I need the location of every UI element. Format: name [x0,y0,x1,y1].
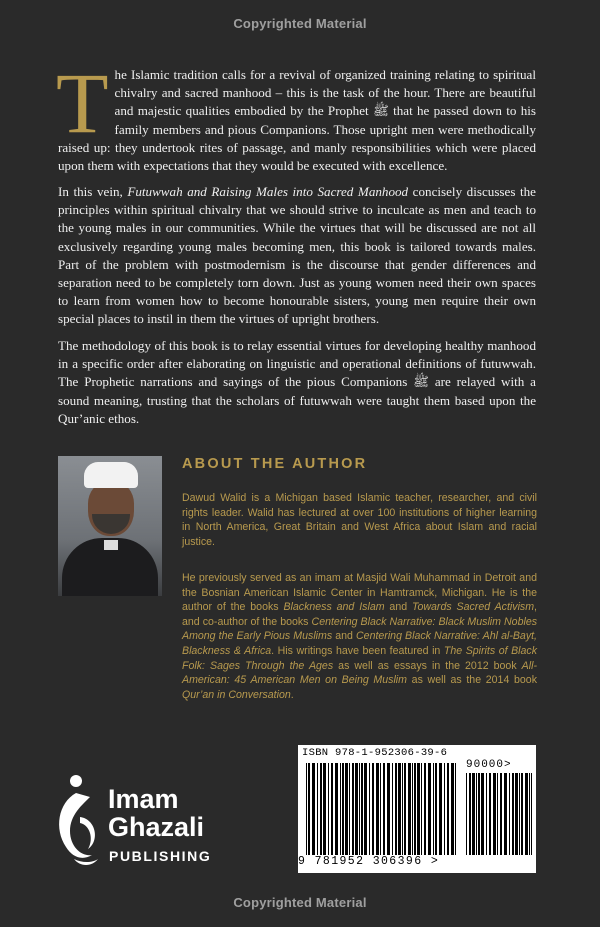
about-text: . His writings have been featured in [271,644,444,657]
barcode-bar [433,763,434,855]
barcode-bar [509,773,510,855]
blurb-p2-lead: In this vein, [58,184,128,199]
isbn-text: ISBN 978-1-952306-39-6 [302,747,448,759]
publisher-name-line2: Ghazali [108,812,205,842]
barcode-bar [308,763,310,855]
barcode-bar [306,763,307,855]
isbn-barcode [298,745,536,873]
barcode-bar [398,763,401,855]
book-title: Centering Black Narrative: Black Muslim Nobles Among the Early Pious Muslims [182,615,538,643]
barcode-bar [392,763,393,855]
barcode-bar [424,763,426,855]
barcode-bar [478,773,480,855]
about-text: , and co-author of the books [182,601,537,628]
barcode-bar [361,763,363,855]
barcode-bar [531,773,532,855]
barcode-bar [349,763,350,855]
barcode-bar [414,763,416,855]
barcode-bar [529,773,530,855]
barcode-bar [340,763,341,855]
barcode-bar [428,763,431,855]
barcode-bar [387,763,390,855]
barcode-bar [435,763,437,855]
barcode-bar [404,763,406,855]
barcode-bar [364,763,367,855]
book-title: All-American: 45 American Men on Being Muslim [182,659,537,687]
barcode-bar [345,763,348,855]
publisher-logo-icon [52,773,102,873]
barcode-bar [328,763,329,855]
barcode-bar [372,763,374,855]
barcode-bar [504,773,507,855]
about-author-heading: ABOUT THE AUTHOR [182,456,368,472]
barcode-bar [476,773,477,855]
book-title: Futuwwah and Raising Males into Sacred Manhood [127,184,409,199]
barcode-bar [444,763,445,855]
publisher-logo [52,773,232,883]
book-title: The Spirits of Black Folk: Sages Through the Ages [182,644,537,672]
barcode-bar [320,763,322,855]
book-title: Towards Sacred Activism [412,601,535,614]
drop-cap: T [56,55,109,151]
barcode-bar [317,763,318,855]
barcode-bar [472,773,475,855]
barcode-bar [521,773,523,855]
barcode-bar [447,763,449,855]
about-paragraph-1: Dawud Walid is a Michigan based Islamic teacher, researcher, and civil rights leader. Walid has lectured at over 100 institutions of higher learning in North America, Great Britain and West Africa about Islam and racial justice. [182,492,537,548]
barcode-bar [355,763,358,855]
barcode-bar [500,773,502,855]
blurb-paragraph-3: The methodology of this book is to relay essential virtues for developing healthy manhood in a specific order after elaborating on linguistic and operational definitions of futuwwah. The Prophetic narrations and sayings of the pious Companions ﷺ are relayed with a sound meaning, trusting that the scholars of futuwwah were taught them based upon the Qur’anic ethos. [58,338,536,426]
book-title: Centering Black Narrative: Ahl al-Bayt, Blackness & Africa [182,630,538,657]
barcode-bar [486,773,487,855]
about-text: and [332,630,357,643]
barcode-bar [519,773,520,855]
barcode-digits: 9 781952 306396 > [298,855,440,868]
about-text: He previously served as an imam at Masjid Wali Muhammad in Detroit and the Bosnian American Islamic Center in Hamtramck, Michigan. He is the author of the books [182,572,537,614]
watermark-top: Copyrighted Material [233,16,367,31]
barcode-bar [408,763,411,855]
author-photo [58,456,162,596]
about-text: as well as essays in the 2012 book [333,659,522,672]
barcode-bar [412,763,413,855]
barcode-bar [395,763,397,855]
barcode-bar [335,763,338,855]
barcode-main-bars [306,763,456,855]
barcode-bar [493,773,496,855]
barcode-bar [421,763,422,855]
blurb-p2-rest: concisely discusses the principles within spiritual chivalry that we should strive to inculcate as men and teach to the young males in our communities. While the virtues that will be discussed are not all exclusively regarding young males becoming men, this book is tailored towards males. Part of the problem with postmodernism is the discourse that gender differences and separation need to be completely torn down. Just as young women need their own spaces to learn from women how to become honourable sisters, young men require their own special places to instil in them the virtues of upright brothers. [58,184,536,327]
barcode-bar [497,773,498,855]
barcode-bar [331,763,333,855]
publisher-name-line3: PUBLISHING [109,848,212,864]
barcode-bar [359,763,360,855]
barcode-bar [469,773,471,855]
publisher-name-line1: Imam [108,784,179,814]
barcode-bar [402,763,403,855]
barcode-bar [380,763,381,855]
barcode-bar [455,763,456,855]
price-code: 90000> [466,759,512,771]
blurb-paragraph-1 [56,55,536,175]
barcode-bar [439,763,442,855]
barcode-bar [352,763,354,855]
about-text: . [290,688,294,701]
barcode-bar [515,773,518,855]
about-text: and [384,601,412,614]
barcode-bar [376,763,379,855]
barcode-bar [383,763,385,855]
barcode-addon-bars [466,773,532,855]
about-text: as well as the 2014 book [406,674,537,687]
barcode-bar [312,763,315,855]
barcode-bar [489,773,491,855]
blurb-paragraph-2 [58,183,536,329]
book-title: Blackness and Islam [283,601,385,614]
barcode-bar [451,763,454,855]
barcode-bar [512,773,514,855]
about-paragraph-2 [182,571,537,702]
barcode-bar [466,773,467,855]
barcode-bar [342,763,344,855]
barcode-bar [323,763,326,855]
blurb-p1-text: he Islamic tradition calls for a revival of organized training relating to spiritual chivalry and sacred manhood – this is the task of the hour. There are beautiful and majestic qualities embodied by the Prophet ﷺ that he passed down to his family members and pious Companions. Those upright men were methodically raised up: they undertook rites of passage, and manly responsibilities which were placed upon them with expectations that they would be executed with excellence. [58,67,536,174]
watermark-bottom: Copyrighted Material [233,895,367,910]
barcode-bar [525,773,528,855]
barcode-bar [369,763,370,855]
barcode-bar [417,763,420,855]
barcode-bar [481,773,484,855]
book-title: Qur’an in Conversation [182,688,291,701]
